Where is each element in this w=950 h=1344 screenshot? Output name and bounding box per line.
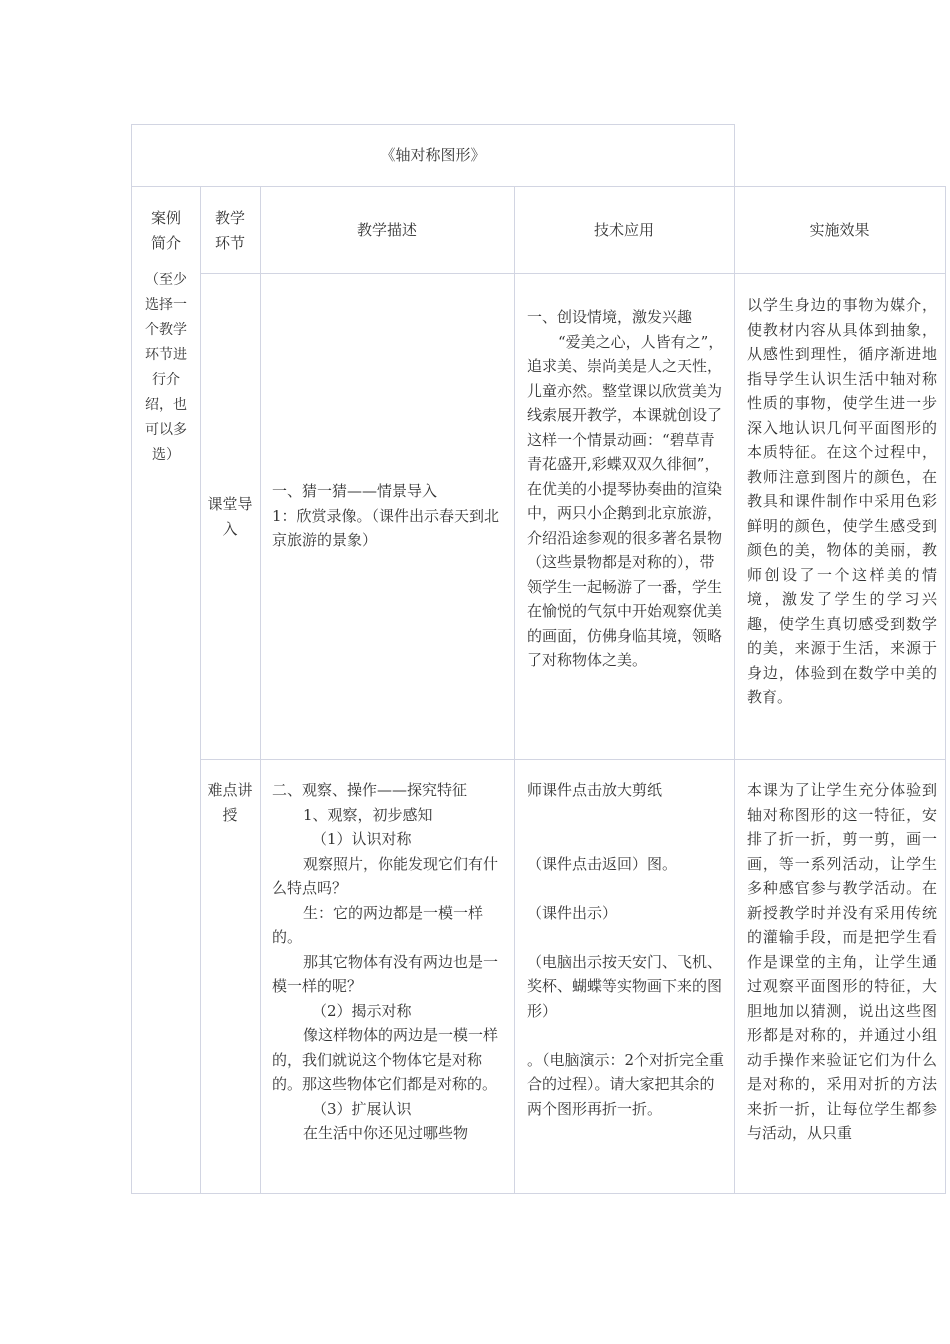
row1-tech-line: “爱美之心，人皆有之”，追求美、崇尚美是人之天性，儿童亦然。整堂课以欣赏美为线索展开教学，本课就创设了这样一个情景动画：“碧草青青花盛开,彩蝶双双久徘徊”，在优美的小提琴协奏曲的渲染中，两只小企鹅到北京旅游，介绍沿途参观的很多著名景物（这些景物都是对称的），带领学生一起畅游了一番，学生在愉悦的气氛中开始观察优美的画面，仿佛身临其境，领略了对称物体之美。 <box>527 332 724 669</box>
row2-description-line: 观察照片，你能发现它们有什么特点吗？ <box>272 854 499 897</box>
row1-stage: 课堂导入 <box>207 495 253 538</box>
table-border-left <box>131 124 132 1194</box>
col-divider-1 <box>200 186 201 1194</box>
row1-tech-line: 一、创设情境，激发兴趣 <box>527 308 693 326</box>
row2-tech-line: （电脑出示按天安门、飞机、奖杯、蝴蝶等实物画下来的图形） <box>527 952 723 1020</box>
row1-description-line: 一、猜一猜——情景导入 <box>272 482 438 500</box>
row2-description <box>272 778 508 1146</box>
col-divider-4 <box>734 124 735 1194</box>
row2-stage: 难点讲授 <box>207 781 253 824</box>
row2-description-line: 那其它物体有没有两边也是一模一样的呢？ <box>272 952 499 995</box>
table-header-line <box>131 186 946 187</box>
row1-description <box>272 479 508 553</box>
row2-tech <box>527 778 725 1121</box>
table-border-top <box>131 124 735 125</box>
row2-description-line: 像这样物体的两边是一模一样的，我们就说这个物体它是对称的。那这些物体它们都是对称的。 <box>272 1026 499 1093</box>
row2-tech-line: （课件点击返回）图。 <box>527 854 678 873</box>
table-row-line-1 <box>200 273 946 274</box>
header-description: 教学描述 <box>356 221 417 239</box>
page-title: 《轴对称图形》 <box>380 146 486 164</box>
row2-tech-line: 。（电脑演示：2个对折完全重合的过程）。请大家把其余的两个图形再折一折。 <box>527 1050 725 1118</box>
row1-effect: 以学生身边的事物为媒介，使教材内容从具体到抽象，从感性到理性，循序渐进地指导学生认识生活中轴对称性质的事物，使学生进一步深入地认识几何平面图形的本质特征。在这个过程中，教师注意到图片的颜色，在教具和课件制作中采用色彩鲜明的颜色，使学生感受到颜色的美，物体的美丽，教师创设了一个这样美的情境，激发了学生的学习兴趣，使学生真切感受到数学的美，来源于生活，来源于身边，体验到在数学中美的教育。 <box>747 296 937 706</box>
header-tech: 技术应用 <box>593 221 654 239</box>
row2-description-line: （1）认识对称 <box>312 830 412 848</box>
row2-tech-line: 师课件点击放大剪纸 <box>527 781 663 799</box>
row1-description-line: 1：欣赏录像。（课件出示春天到北京旅游的景象） <box>272 506 500 549</box>
case-intro-note: （至少选择一个教学环节进行介绍，也可以多选） <box>145 272 187 463</box>
row2-description-line: 1、观察，初步感知 <box>303 805 433 824</box>
row2-description-line: 在生活中你还见过哪些物 <box>303 1124 469 1142</box>
col-divider-2 <box>260 186 261 1194</box>
header-stage: 教学环节 <box>214 209 245 252</box>
table-border-right <box>945 186 946 1194</box>
header-effect: 实施效果 <box>809 221 870 239</box>
row2-tech-line: （课件出示） <box>527 903 618 922</box>
col-divider-3 <box>514 186 515 1194</box>
case-intro-label: 案例简介 <box>150 209 181 252</box>
row1-tech <box>527 305 725 673</box>
row2-description-line: 二、观察、操作——探究特征 <box>272 781 468 799</box>
row2-description-line: （3）扩展认识 <box>312 1099 412 1118</box>
table-border-bottom <box>131 1193 946 1194</box>
table-row-line-2 <box>200 759 946 760</box>
row2-effect: 本课为了让学生充分体验到轴对称图形的这一特征，安排了折一折，剪一剪，画一画，等一系列活动，让学生多种感官参与教学活动。在新授教学时并没有采用传统的灌输手段，而是把学生看作是课堂的主角，让学生通过观察平面图形的特征，大胆地加以猜测，说出这些图形都是对称的，并通过小组动手操作来验证它们为什么是对称的，采用对折的方法来折一折，让每位学生都参与活动，从只重 <box>747 781 937 1142</box>
row2-description-line: 生：它的两边都是一模一样的。 <box>272 903 484 946</box>
row2-description-line: （2）揭示对称 <box>312 1001 412 1020</box>
